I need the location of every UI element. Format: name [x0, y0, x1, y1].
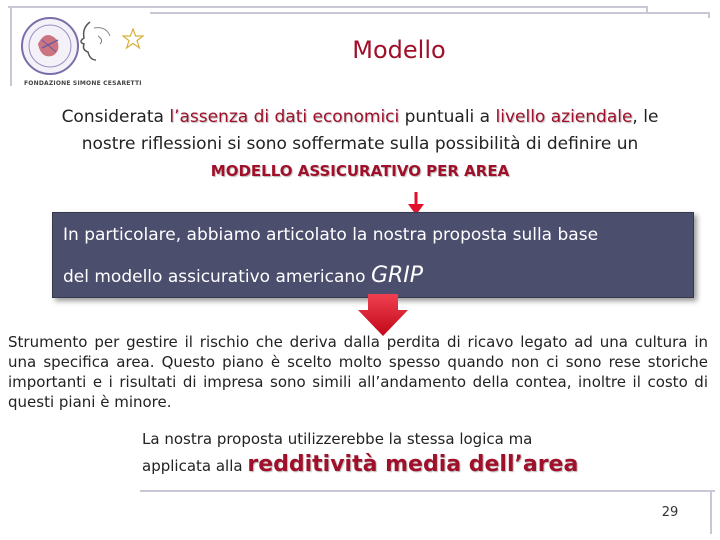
frame-line-top: [8, 6, 648, 8]
frame-line-right: [646, 6, 648, 14]
proposal-line-1: La nostra proposta utilizzerebbe la stessa logica ma: [142, 430, 533, 448]
highlight-box-line-2: [63, 263, 423, 288]
intro-text-3: , le nostre riflessioni si sono soffermate sulla possibilità di definire un: [81, 107, 659, 154]
highlight-box-line-2-text: del modello assicurativo americano: [63, 267, 371, 287]
grip-description: Strumento per gestire il rischio che deriva dalla perdita di ricavo legato ad una cultura in una specifica area. Questo piano è scelto molto spesso quando non ci sono rese storiche importanti e i risultati di impresa sono simili all’andamento della contea, inoltre il costo di questi piani è minore.: [8, 333, 708, 411]
highlight-box-line-1: In particolare, abbiamo articolato la nostra proposta sulla base: [63, 225, 599, 245]
intro-paragraph: [60, 104, 660, 185]
grip-highlight-box: [52, 212, 694, 298]
intro-text-2: puntuali a: [399, 107, 496, 127]
intro-highlight-company-level: livello aziendale: [495, 107, 633, 127]
proposal-line-2-prefix: applicata alla: [142, 457, 248, 475]
intro-highlight-area-model: MODELLO ASSICURATIVO PER AREA: [210, 162, 510, 180]
page-number: 29: [661, 505, 679, 520]
grip-label: GRIP: [370, 263, 424, 288]
proposal-highlight: redditività media dell’area: [247, 452, 579, 477]
frame-line-bottom-right: [710, 490, 712, 534]
intro-text-1: Considerata: [61, 107, 170, 127]
frame-line-bottom: [140, 490, 715, 492]
down-arrow-icon: [358, 294, 408, 336]
logo-caption: FONDAZIONE SIMONE CESARETTI: [24, 80, 142, 87]
intro-highlight-economic-data: l’assenza di dati economici: [169, 107, 400, 127]
frame-line-top-secondary: [150, 12, 710, 18]
slide-title: Modello: [352, 36, 446, 64]
proposal-line-2: [142, 452, 578, 477]
